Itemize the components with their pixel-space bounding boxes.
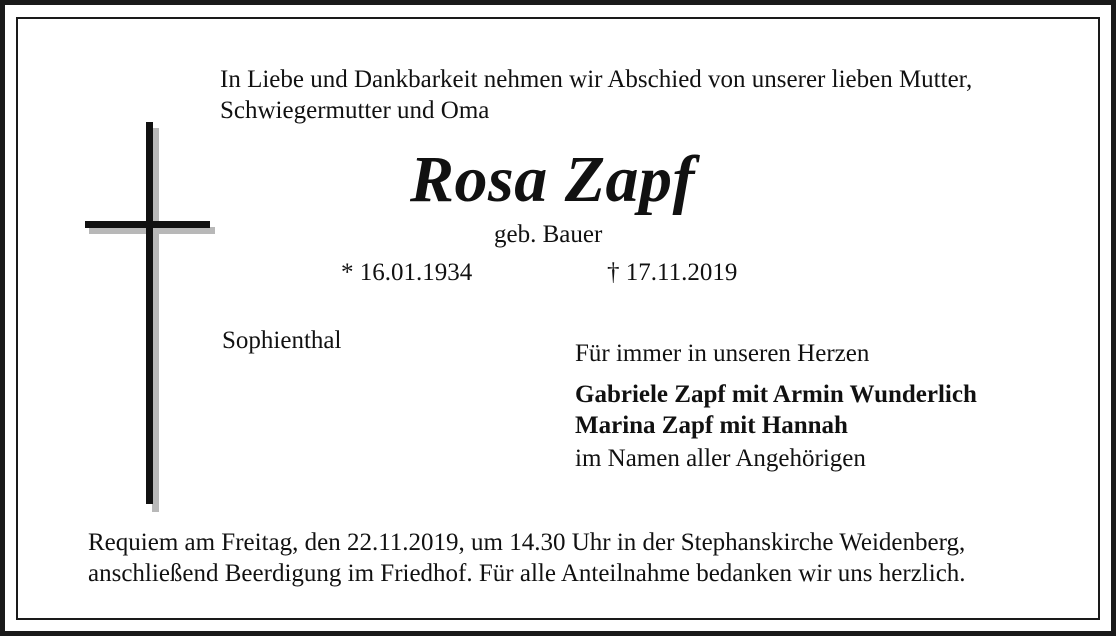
on-behalf-text: im Namen aller Angehörigen: [575, 445, 866, 472]
mourner-name: Marina Zapf mit Hannah: [575, 412, 848, 439]
cross-icon: [85, 122, 217, 512]
residence-place: Sophienthal: [222, 327, 342, 354]
deceased-name: Rosa Zapf: [410, 143, 695, 216]
intro-text: [220, 64, 972, 126]
requiem-line-1: Requiem am Freitag, den 22.11.2019, um 14.30 Uhr in der Stephanskirche Weidenberg,: [88, 529, 966, 556]
forever-in-hearts: Für immer in unseren Herzen: [575, 340, 870, 367]
death-date: † 17.11.2019: [607, 259, 738, 286]
requiem-info: [88, 527, 966, 589]
maiden-name: geb. Bauer: [494, 221, 603, 248]
birth-date: * 16.01.1934: [341, 259, 473, 286]
intro-line-1: In Liebe und Dankbarkeit nehmen wir Abschied von unserer lieben Mutter,: [220, 66, 973, 93]
requiem-line-2: anschließend Beerdigung im Friedhof. Für alle Anteilnahme bedanken wir uns herzlich.: [88, 560, 966, 587]
intro-line-2: Schwiegermutter und Oma: [220, 97, 490, 124]
mourner-name: Gabriele Zapf mit Armin Wunderlich: [575, 381, 977, 408]
